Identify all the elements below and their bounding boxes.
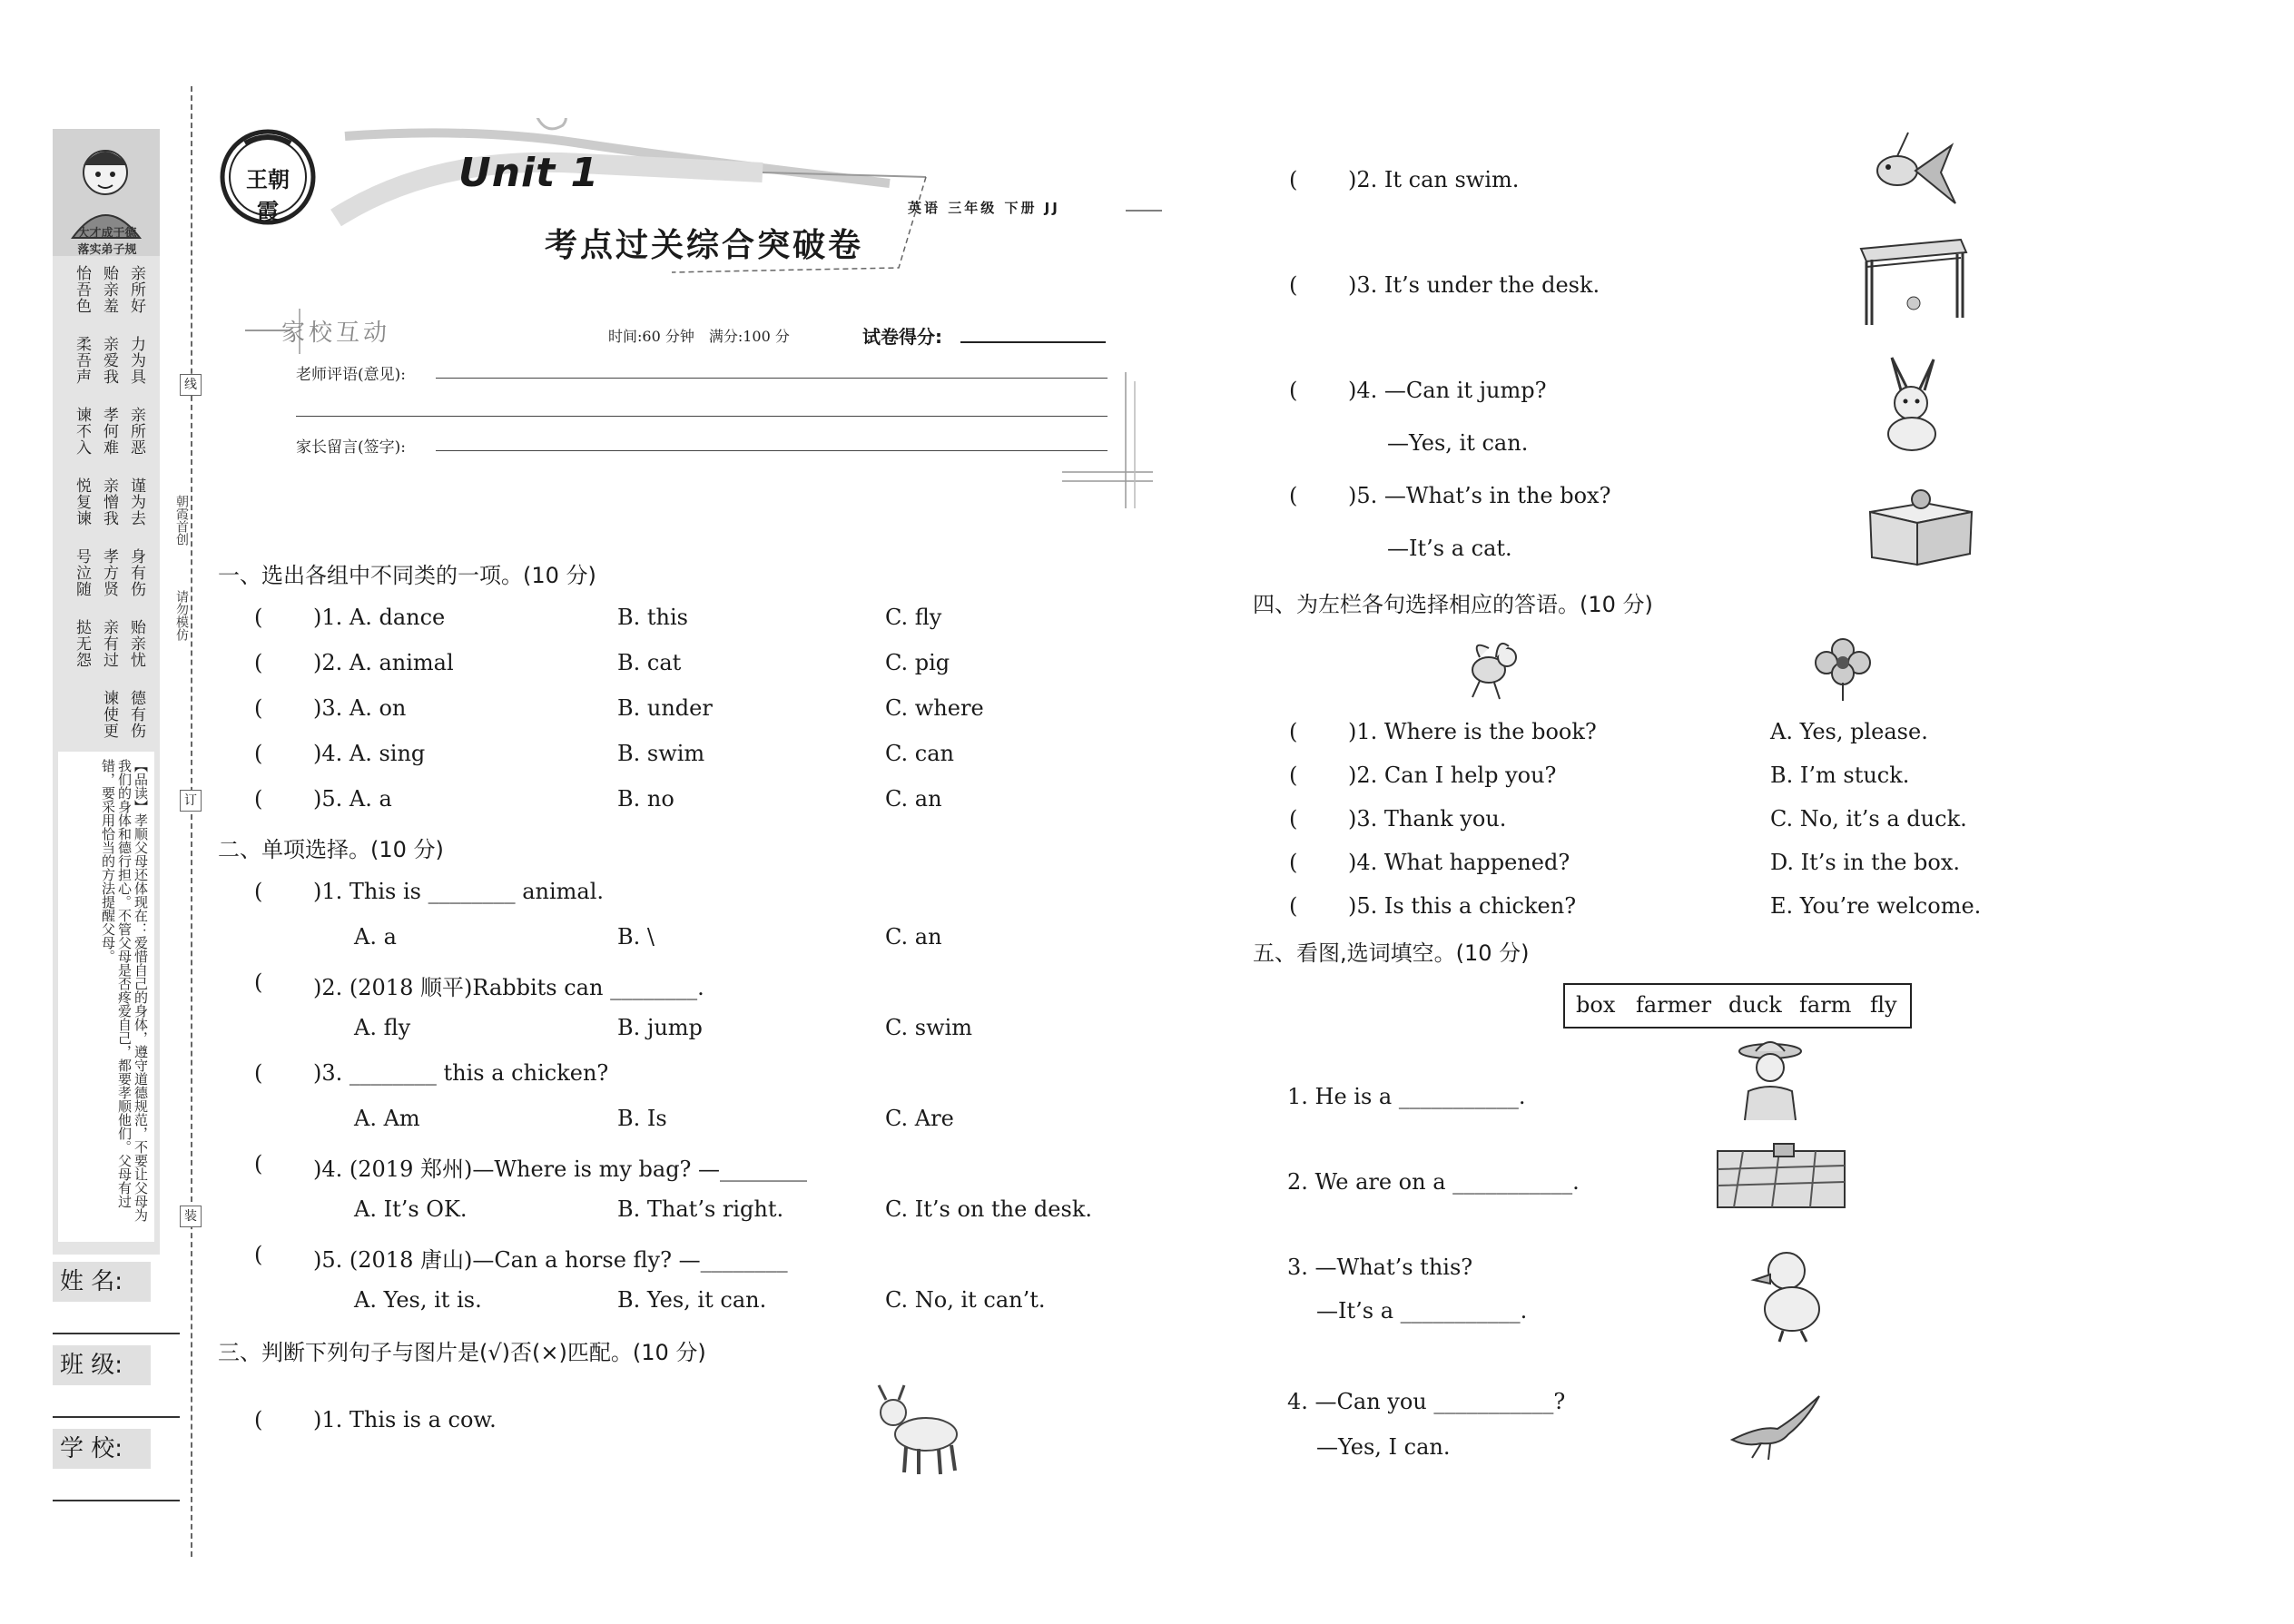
section-4-title: 四、为左栏各句选择相应的答语。(10 分) xyxy=(1253,592,1653,617)
word-bank-item: farmer xyxy=(1636,992,1712,1018)
farm-picture xyxy=(1716,1142,1848,1215)
s4-question-4: )4. What happened? xyxy=(1348,850,1570,875)
class-label: 班 级: xyxy=(53,1345,151,1385)
answer-paren[interactable]: ( xyxy=(1289,893,1298,919)
section-2-title: 二、单项选择。(10 分) xyxy=(218,837,444,862)
virtue-column: 怡吾色 xyxy=(73,265,91,314)
virtue-column: 德有伤 xyxy=(127,690,145,739)
s1-item-3-c: C. where xyxy=(885,695,984,721)
s1-item-2-c: C. pig xyxy=(885,650,950,675)
farmer-picture xyxy=(1725,1031,1816,1126)
exam-title: 考点过关综合突破卷 xyxy=(545,226,864,264)
name-label: 姓 名: xyxy=(53,1262,151,1302)
s2-q1-b: B. \ xyxy=(617,924,655,950)
rabbit-picture xyxy=(1870,354,1952,458)
s3-question-4-answer: —Yes, it can. xyxy=(1387,430,1529,456)
word-bank-item: farm xyxy=(1799,992,1852,1018)
score-field[interactable] xyxy=(960,341,1106,343)
s1-item-1-b: B. this xyxy=(617,605,688,630)
bee-picture xyxy=(1452,630,1534,706)
s2-q5-b: B. Yes, it can. xyxy=(617,1287,767,1313)
virtue-column: 挞无怨 xyxy=(73,619,91,668)
virtue-column: 谨为去 xyxy=(127,477,145,527)
s1-item-3-b: B. under xyxy=(617,695,713,721)
s3-question-2: )2. It can swim. xyxy=(1348,167,1520,192)
s1-item-4-b: B. swim xyxy=(617,741,705,766)
desk-picture xyxy=(1852,231,1970,334)
answer-paren[interactable]: ( xyxy=(1289,850,1298,875)
s5-question-1: 1. He is a ___________. xyxy=(1287,1084,1526,1109)
answer-paren[interactable]: ( xyxy=(254,969,263,995)
side-warning: 请勿模仿 xyxy=(174,590,189,641)
section-3-title: 三、判断下列句子与图片是(√)否(×)匹配。(10 分) xyxy=(218,1340,706,1365)
score-label: 试卷得分: xyxy=(862,326,942,348)
s3-question-5-answer: —It’s a cat. xyxy=(1387,536,1512,561)
s1-item-5: )5. A. a xyxy=(313,786,392,812)
s2-q4-b: B. That’s right. xyxy=(617,1196,784,1222)
word-bank xyxy=(1563,983,1912,1029)
virtue-column: 悦复谏 xyxy=(73,477,91,527)
s5-question-2: 2. We are on a ___________. xyxy=(1287,1169,1580,1195)
s3-question-4: )4. —Can it jump? xyxy=(1348,378,1547,403)
answer-paren[interactable]: ( xyxy=(254,650,263,675)
s2-question-4: )4. (2019 郑州)—Where is my bag? —________ xyxy=(313,1156,808,1182)
subject-tag: 英语 三年级 下册 JJ xyxy=(908,200,1060,216)
virtue-column: 亲爱我 xyxy=(100,336,118,385)
teacher-remark-field[interactable] xyxy=(436,378,1108,379)
s1-item-2: )2. A. animal xyxy=(313,650,454,675)
s2-question-2: )2. (2018 顺平)Rabbits can ________. xyxy=(313,975,704,1000)
answer-paren[interactable]: ( xyxy=(1289,167,1298,192)
virtue-column: 亲所好 xyxy=(127,265,145,314)
virtue-column: 柔吾声 xyxy=(73,336,91,385)
s2-q5-a: A. Yes, it is. xyxy=(354,1287,482,1313)
answer-paren[interactable]: ( xyxy=(254,786,263,812)
s4-answer-d: D. It’s in the box. xyxy=(1770,850,1961,875)
s4-answer-a: A. Yes, please. xyxy=(1770,719,1928,744)
s2-q3-c: C. Are xyxy=(885,1106,954,1131)
answer-paren[interactable]: ( xyxy=(1289,378,1298,403)
s5-question-4: 4. —Can you ___________? xyxy=(1287,1389,1566,1414)
binding-char: 订 xyxy=(180,790,202,812)
word-bank-item: duck xyxy=(1728,992,1782,1018)
binding-char: 线 xyxy=(180,374,202,396)
s5-question-4-line2: —Yes, I can. xyxy=(1316,1434,1451,1460)
pindu-text: 【品读】孝顺父母还体现在：爱惜自己的身体，遵守道德规范，不要让父母为我们的身体和德行担心。不管父母是否疼爱自己，都要孝顺他们。父母有过错，要采用恰当的方法提醒父母。 xyxy=(100,759,149,1222)
school-field[interactable] xyxy=(53,1500,180,1501)
pindu-box xyxy=(58,752,154,1242)
s3-question-1: )1. This is a cow. xyxy=(313,1407,497,1432)
motto-1: 大才成于德 xyxy=(77,227,137,241)
virtue-column: 力为具 xyxy=(127,336,145,385)
duck-picture xyxy=(1743,1244,1834,1347)
s2-q3-b: B. Is xyxy=(617,1106,667,1131)
s4-answer-c: C. No, it’s a duck. xyxy=(1770,806,1967,832)
s4-answer-b: B. I’m stuck. xyxy=(1770,763,1910,788)
goldfish-picture xyxy=(1861,127,1961,221)
s2-q5-c: C. No, it can’t. xyxy=(885,1287,1046,1313)
teacher-remark-label: 老师评语(意见): xyxy=(296,366,406,384)
s5-question-3-line2: —It’s a ___________. xyxy=(1316,1298,1528,1324)
student-info xyxy=(53,1262,180,1516)
virtue-column: 亲所恶 xyxy=(127,407,145,456)
answer-paren[interactable]: ( xyxy=(1289,806,1298,832)
s4-question-5: )5. Is this a chicken? xyxy=(1348,893,1577,919)
s2-q1-a: A. a xyxy=(354,924,397,950)
s4-question-1: )1. Where is the book? xyxy=(1348,719,1597,744)
answer-paren[interactable]: ( xyxy=(254,1242,263,1267)
s2-q4-a: A. It’s OK. xyxy=(354,1196,468,1222)
virtue-column: 亲有过 xyxy=(100,619,118,668)
binding-dashed-line xyxy=(191,86,192,1557)
s4-question-2: )2. Can I help you? xyxy=(1348,763,1557,788)
virtue-column: 亲憎我 xyxy=(100,477,118,527)
s3-question-5: )5. —What’s in the box? xyxy=(1348,483,1611,508)
s2-q2-a: A. fly xyxy=(354,1015,411,1040)
section-1-title: 一、选出各组中不同类的一项。(10 分) xyxy=(218,563,596,588)
virtue-column: 号泣随 xyxy=(73,548,91,597)
s1-item-4: )4. A. sing xyxy=(313,741,426,766)
answer-paren[interactable]: ( xyxy=(1289,483,1298,508)
word-bank-item: box xyxy=(1576,992,1616,1018)
s2-q2-c: C. swim xyxy=(885,1015,973,1040)
jiaxiao-heading: 家校互动 xyxy=(281,320,391,347)
s2-question-1: )1. This is ________ animal. xyxy=(313,879,605,904)
class-field[interactable] xyxy=(53,1416,180,1418)
school-label: 学 校: xyxy=(53,1429,151,1469)
virtue-column: 身有伤 xyxy=(127,548,145,597)
answer-paren[interactable]: ( xyxy=(254,605,263,630)
answer-paren[interactable]: ( xyxy=(254,1060,263,1086)
s1-item-5-c: C. an xyxy=(885,786,942,812)
unit-title: Unit 1 xyxy=(458,150,600,196)
bird-picture xyxy=(1725,1389,1825,1465)
s4-answer-e: E. You’re welcome. xyxy=(1770,893,1982,919)
left-strip xyxy=(53,129,160,1255)
teacher-remark-field-line2[interactable] xyxy=(296,416,1108,417)
virtue-column: 贻亲忧 xyxy=(127,619,145,668)
answer-paren[interactable]: ( xyxy=(254,1407,263,1432)
s1-item-1: )1. A. dance xyxy=(313,605,446,630)
parent-remark-field[interactable] xyxy=(436,450,1108,451)
s2-q1-c: C. an xyxy=(885,924,942,950)
virtue-column: 贻亲羞 xyxy=(100,265,118,314)
answer-paren[interactable]: ( xyxy=(1289,272,1298,298)
binding-char: 装 xyxy=(180,1206,202,1227)
answer-paren[interactable]: ( xyxy=(254,695,263,721)
parent-remark-label: 家长留言(签字): xyxy=(296,438,406,457)
side-warning: 朝霞首创 xyxy=(174,495,189,546)
virtue-column: 谏不入 xyxy=(73,407,91,456)
answer-paren[interactable]: ( xyxy=(1289,763,1298,788)
brand-logo xyxy=(218,127,318,227)
s1-item-1-c: C. fly xyxy=(885,605,942,630)
virtue-column: 谏使更 xyxy=(100,690,118,739)
s5-question-3: 3. —What’s this? xyxy=(1287,1255,1473,1280)
s2-q2-b: B. jump xyxy=(617,1015,703,1040)
s1-item-3: )3. A. on xyxy=(313,695,407,721)
s1-item-5-b: B. no xyxy=(617,786,674,812)
section-5-title: 五、看图,选词填空。(10 分) xyxy=(1253,940,1530,966)
motto-2: 落实弟子规 xyxy=(77,243,137,257)
s2-question-3: )3. ________ this a chicken? xyxy=(313,1060,609,1086)
name-field[interactable] xyxy=(53,1333,180,1334)
s1-item-4-c: C. can xyxy=(885,741,954,766)
answer-paren[interactable]: ( xyxy=(254,741,263,766)
s2-question-5: )5. (2018 唐山)—Can a horse fly? —________ xyxy=(313,1247,788,1273)
box-picture xyxy=(1861,476,1979,570)
flower-picture xyxy=(1807,630,1879,706)
s2-q4-c: C. It’s on the desk. xyxy=(885,1196,1092,1222)
time-info: 时间:60 分钟 满分:100 分 xyxy=(608,328,790,345)
goat-picture xyxy=(871,1380,971,1483)
s1-item-2-b: B. cat xyxy=(617,650,682,675)
virtue-column: 孝方贤 xyxy=(100,548,118,597)
answer-paren[interactable]: ( xyxy=(254,879,263,904)
answer-paren[interactable]: ( xyxy=(254,1151,263,1176)
s4-question-3: )3. Thank you. xyxy=(1348,806,1507,832)
answer-paren[interactable]: ( xyxy=(1289,719,1298,744)
s3-question-3: )3. It’s under the desk. xyxy=(1348,272,1600,298)
virtue-column: 孝何难 xyxy=(100,407,118,456)
s2-q3-a: A. Am xyxy=(354,1106,420,1131)
word-bank-item: fly xyxy=(1870,992,1897,1018)
logo-text: 王朝霞 xyxy=(246,166,290,224)
